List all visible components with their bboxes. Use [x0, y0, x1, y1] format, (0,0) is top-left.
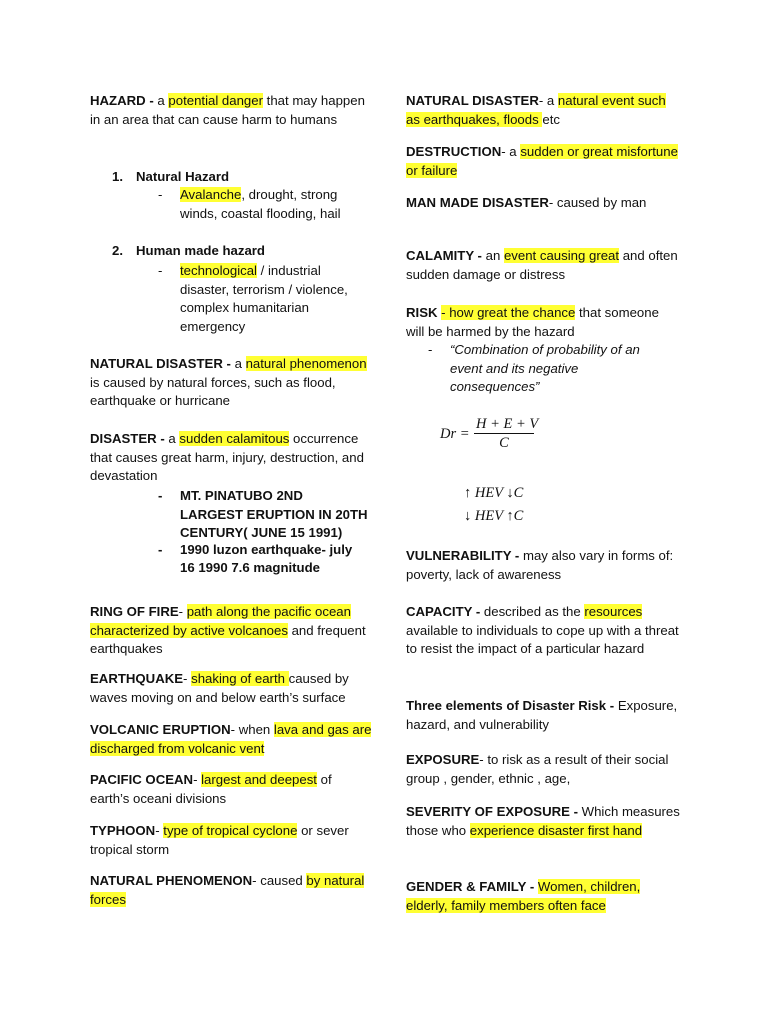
earthquake-entry: EARTHQUAKE- shaking of earth caused by waves moving on and below earth’s surface [90, 671, 349, 705]
three-elements-entry: Three elements of Disaster Risk - Exposure, hazard, and vulnerability [406, 698, 678, 732]
list-heading: Natural Hazard [136, 169, 230, 184]
highlight: type of tropical cyclone [163, 823, 298, 838]
highlight: - how great the chance [441, 305, 576, 320]
highlight: natural phenomenon [245, 356, 367, 371]
highlight: natural event such as earthquakes, floods [406, 93, 666, 127]
severity-entry: SEVERITY OF EXPOSURE - Which measures those who experience disaster first hand [406, 804, 680, 838]
natural-disaster-entry-right: NATURAL DISASTER- a natural event such as earthquakes, floods etc [406, 93, 666, 127]
formula-line-2: ↓ HEV ↑C [464, 508, 524, 524]
formula-line-1: ↑ HEV ↓C [464, 485, 524, 501]
highlight: resources [584, 604, 643, 619]
term-heading: VULNERABILITY - [406, 548, 523, 563]
term-heading: DESTRUCTION [406, 144, 502, 159]
destruction-entry: DESTRUCTION- a sudden or great misfortune or failure [406, 144, 678, 178]
highlight: sudden or great misfortune or failure [406, 144, 678, 178]
highlight: sudden calamitous [179, 431, 290, 446]
term-heading: NATURAL DISASTER [406, 93, 539, 108]
highlight: potential danger [168, 93, 263, 108]
formula-denominator: C [499, 435, 509, 451]
hazard-entry: HAZARD - a potential danger that may happen in an area that can cause harm to humans [90, 93, 365, 127]
exposure-entry: EXPOSURE- to risk as a result of their social group , gender, ethnic , age, [406, 752, 669, 786]
disaster-examples [158, 487, 368, 578]
highlight: largest and deepest [201, 772, 317, 787]
highlight: event causing great [503, 248, 620, 263]
highlight: shaking of earth [191, 671, 289, 686]
term-heading: HAZARD - [90, 93, 158, 108]
disaster-entry: DISASTER - a sudden calamitous occurrence that causes great harm, injury, destruction, and devastation [90, 431, 364, 484]
list-item: - 1990 luzon earthquake- july 16 1990 7.6 magnitude [158, 541, 353, 576]
term-heading: PACIFIC OCEAN [90, 772, 194, 787]
formula-lhs: Dr = [440, 426, 470, 442]
calamity-entry: CALAMITY - an event causing great and often sudden damage or distress [406, 248, 678, 282]
highlight: technological [180, 263, 257, 278]
formula-numerator: H + E + V [476, 416, 539, 432]
term-heading: RING OF FIRE [90, 604, 179, 619]
natural-disaster-entry: NATURAL DISASTER - a natural phenomenon is caused by natural forces, such as flood, earthquake or hurricane [90, 356, 367, 409]
term-heading: NATURAL PHENOMENON [90, 873, 253, 888]
term-heading: EARTHQUAKE [90, 671, 184, 686]
pacific-ocean-entry: PACIFIC OCEAN- largest and deepest of earth’s oceani divisions [90, 772, 332, 806]
term-heading: TYPHOON [90, 823, 156, 838]
man-made-disaster-entry: MAN MADE DISASTER- caused by man [406, 195, 647, 210]
risk-entry: RISK - how great the chance that someone will be harmed by the hazard [406, 305, 659, 339]
term-heading: VOLCANIC ERUPTION [90, 722, 231, 737]
term-heading: SEVERITY OF EXPOSURE - [406, 804, 582, 819]
volcanic-eruption-entry: VOLCANIC ERUPTION- when lava and gas are discharged from volcanic vent [90, 722, 372, 756]
ring-of-fire-entry: RING OF FIRE- path along the pacific ocean characterized by active volcanoes and frequent earthquakes [90, 604, 366, 657]
term-heading: Three elements of Disaster Risk - [406, 698, 618, 713]
highlight: Avalanche [180, 187, 242, 202]
term-heading: CAPACITY - [406, 604, 484, 619]
term-heading: EXPOSURE [406, 752, 480, 767]
list-heading: Human made hazard [136, 243, 265, 258]
capacity-entry: CAPACITY - described as the resources available to individuals to cope up with a threat to resist the impact of a particular hazard [406, 604, 679, 657]
vulnerability-entry: VULNERABILITY - may also vary in forms of: poverty, lack of awareness [406, 548, 674, 582]
term-heading: MAN MADE DISASTER [406, 195, 549, 210]
risk-quote: - “Combination of probability of an event and its negative consequences” [428, 342, 640, 395]
list-item: - MT. PINATUBO 2ND LARGEST ERUPTION IN 20TH CENTURY( JUNE 15 1991) [158, 488, 368, 541]
gender-family-entry [406, 878, 680, 915]
highlight: experience disaster first hand [469, 822, 643, 838]
natural-phenomenon-entry: NATURAL PHENOMENON- caused by natural forces [90, 873, 365, 907]
term-heading: NATURAL DISASTER - [90, 356, 235, 371]
highlight: path along the pacific ocean characterized by active volcanoes [90, 604, 351, 638]
term-heading: RISK [406, 305, 442, 320]
highlight: lava and gas are discharged from volcanic vent [90, 722, 372, 756]
term-heading: CALAMITY - [406, 248, 486, 263]
typhoon-entry: TYPHOON- type of tropical cyclone or sever tropical storm [90, 823, 349, 857]
highlight: by natural forces [90, 873, 365, 907]
highlight: Women, children, elderly, family members often face [406, 879, 641, 913]
term-heading: DISASTER - [90, 431, 169, 446]
term-heading: GENDER & FAMILY - [406, 879, 538, 894]
